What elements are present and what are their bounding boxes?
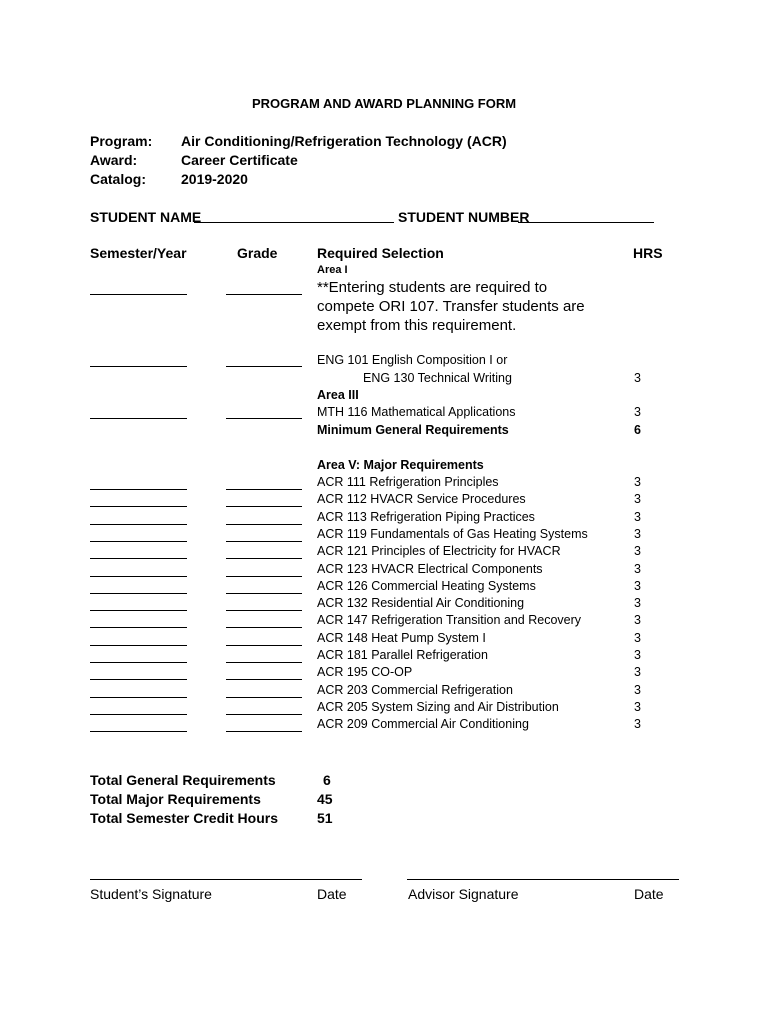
course-name: ACR 126 Commercial Heating Systems (317, 578, 536, 593)
course-name: ACR 112 HVACR Service Procedures (317, 492, 526, 507)
program-label: Program: (90, 133, 153, 149)
table-row (0, 562, 770, 579)
grade-field[interactable] (226, 610, 302, 611)
student-date-label: Date (317, 886, 347, 902)
grade-field[interactable] (226, 366, 302, 367)
advisor-date-label: Date (634, 886, 664, 902)
course-hrs: 3 (634, 561, 641, 576)
semester-field[interactable] (90, 418, 187, 419)
grade-field[interactable] (226, 645, 302, 646)
area-1-note-line1: **Entering students are required to (317, 279, 548, 296)
page-title: PROGRAM AND AWARD PLANNING FORM (252, 96, 517, 111)
course-hrs: 3 (634, 665, 641, 680)
grade-field[interactable] (226, 524, 302, 525)
student-number-field[interactable] (518, 222, 654, 223)
course-name: ACR 123 HVACR Electrical Components (317, 561, 543, 576)
table-row (0, 544, 770, 561)
course-name: ACR 209 Commercial Air Conditioning (317, 717, 529, 732)
area-5-label: Area V: Major Requirements (317, 458, 484, 472)
student-signature-line[interactable] (90, 879, 362, 880)
semester-field[interactable] (90, 593, 187, 594)
table-row (0, 579, 770, 596)
course-name: ACR 195 CO-OP (317, 665, 413, 680)
semester-field[interactable] (90, 541, 187, 542)
grade-field[interactable] (226, 294, 302, 295)
semester-field[interactable] (90, 576, 187, 577)
min-general-label: Minimum General Requirements (317, 423, 509, 437)
course-name: ACR 121 Principles of Electricity for HVACR (317, 544, 561, 559)
semester-field[interactable] (90, 489, 187, 490)
course-name: ACR 205 System Sizing and Air Distribution (317, 699, 559, 714)
course-hrs: 3 (634, 613, 641, 628)
course-name: ACR 113 Refrigeration Piping Practices (317, 509, 535, 524)
total-major-value: 45 (317, 791, 333, 807)
catalog-value: 2019-2020 (181, 171, 248, 187)
grade-field[interactable] (226, 593, 302, 594)
table-row (0, 527, 770, 544)
total-credit-value: 51 (317, 810, 333, 826)
course-hrs: 3 (634, 682, 641, 697)
course-hrs: 3 (634, 578, 641, 593)
table-row (0, 475, 770, 492)
hrs-header: HRS (633, 245, 663, 261)
table-row (0, 596, 770, 613)
course-hrs: 3 (634, 630, 641, 645)
grade-field[interactable] (226, 714, 302, 715)
semester-field[interactable] (90, 506, 187, 507)
semester-field[interactable] (90, 731, 187, 732)
total-general-value: 6 (323, 772, 331, 788)
table-row (0, 510, 770, 527)
semester-field[interactable] (90, 662, 187, 663)
course-name: ACR 132 Residential Air Conditioning (317, 596, 525, 611)
course-name: ACR 203 Commercial Refrigeration (317, 682, 513, 697)
grade-field[interactable] (226, 576, 302, 577)
course-hrs: 3 (634, 699, 641, 714)
course-hrs: 3 (634, 596, 641, 611)
mth-116-course: MTH 116 Mathematical Applications (317, 405, 516, 419)
area-1-note-line2: compete ORI 107. Transfer students are (317, 298, 585, 315)
grade-field[interactable] (226, 489, 302, 490)
eng-101-course: ENG 101 English Composition I or (317, 353, 508, 367)
table-row (0, 631, 770, 648)
eng-130-course: ENG 130 Technical Writing (363, 371, 512, 385)
student-name-label: STUDENT NAME (90, 209, 202, 225)
grade-field[interactable] (226, 506, 302, 507)
course-hrs: 3 (634, 544, 641, 559)
semester-field[interactable] (90, 558, 187, 559)
grade-field[interactable] (226, 418, 302, 419)
catalog-label: Catalog: (90, 171, 146, 187)
grade-field[interactable] (226, 558, 302, 559)
semester-field[interactable] (90, 524, 187, 525)
semester-field[interactable] (90, 366, 187, 367)
course-name: ACR 148 Heat Pump System I (317, 630, 486, 645)
course-hrs: 3 (634, 509, 641, 524)
table-row (0, 717, 770, 734)
course-name: ACR 111 Refrigeration Principles (317, 475, 499, 489)
semester-field[interactable] (90, 679, 187, 680)
grade-field[interactable] (226, 731, 302, 732)
grade-field[interactable] (226, 541, 302, 542)
grade-field[interactable] (226, 679, 302, 680)
mth-hrs: 3 (634, 405, 641, 419)
total-major-label: Total Major Requirements (90, 791, 261, 807)
table-row (0, 648, 770, 665)
table-row (0, 700, 770, 717)
min-general-hrs: 6 (634, 423, 641, 437)
course-hrs: 3 (634, 475, 641, 489)
grade-field[interactable] (226, 697, 302, 698)
area-1-label: Area I (317, 264, 348, 276)
table-row (0, 613, 770, 630)
course-name: ACR 147 Refrigeration Transition and Recovery (317, 613, 582, 628)
grade-field[interactable] (226, 662, 302, 663)
table-row (0, 683, 770, 700)
grade-header: Grade (237, 245, 278, 261)
student-name-field[interactable] (194, 222, 394, 223)
table-row (0, 665, 770, 682)
required-selection-header: Required Selection (317, 245, 444, 261)
program-value: Air Conditioning/Refrigeration Technology (ACR) (181, 133, 507, 149)
student-number-label: STUDENT NUMBER (398, 209, 530, 225)
semester-field[interactable] (90, 294, 187, 295)
award-label: Award: (90, 152, 138, 168)
advisor-signature-label: Advisor Signature (408, 886, 519, 902)
course-name: ACR 119 Fundamentals of Gas Heating Systems (317, 526, 588, 541)
course-hrs: 3 (634, 648, 641, 662)
grade-field[interactable] (226, 627, 302, 628)
course-hrs: 3 (634, 526, 641, 541)
semester-field[interactable] (90, 714, 187, 715)
course-hrs: 3 (634, 717, 641, 732)
student-signature-label: Student’s Signature (90, 886, 212, 902)
semester-field[interactable] (90, 697, 187, 698)
semester-field[interactable] (90, 645, 187, 646)
course-hrs: 3 (634, 492, 641, 507)
semester-field[interactable] (90, 627, 187, 628)
area-1-note-line3: exempt from this requirement. (317, 317, 517, 334)
course-name: ACR 181 Parallel Refrigeration (317, 648, 488, 662)
semester-field[interactable] (90, 610, 187, 611)
award-value: Career Certificate (181, 152, 298, 168)
total-general-label: Total General Requirements (90, 772, 276, 788)
total-credit-label: Total Semester Credit Hours (90, 810, 279, 826)
semester-year-header: Semester/Year (90, 245, 187, 261)
table-row (0, 492, 770, 509)
eng-hrs: 3 (634, 371, 641, 385)
advisor-signature-line[interactable] (407, 879, 679, 880)
area-3-label: Area III (317, 388, 359, 402)
